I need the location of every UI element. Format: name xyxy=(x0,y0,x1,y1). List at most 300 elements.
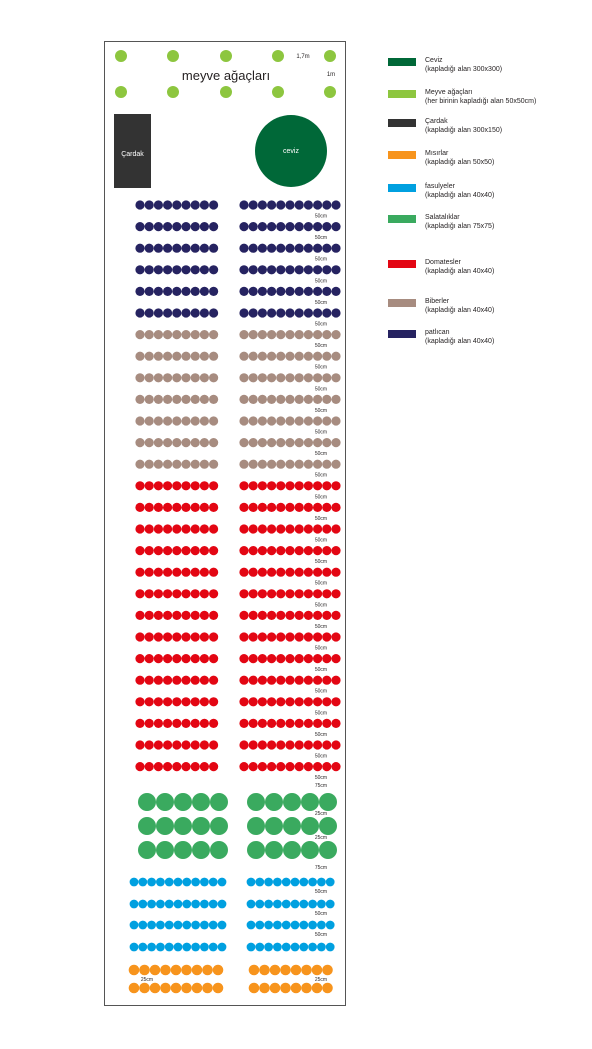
corn-plant xyxy=(249,983,260,994)
tomato-plant xyxy=(172,762,181,771)
tomato-plant xyxy=(276,611,285,620)
eggplant-plant xyxy=(267,244,276,253)
bean-plant xyxy=(138,900,147,909)
tomato-plant xyxy=(154,719,163,728)
tomato-plant xyxy=(172,503,181,512)
eggplant-plant xyxy=(154,308,163,317)
eggplant-plant xyxy=(249,200,258,209)
tomato-plant xyxy=(258,611,267,620)
pepper-plant xyxy=(322,395,331,404)
eggplant-plant xyxy=(258,200,267,209)
bean-plant xyxy=(317,900,326,909)
eggplant-plant xyxy=(239,265,248,274)
pepper-plant xyxy=(209,460,218,469)
tomato-plant xyxy=(322,589,331,598)
tomato-plant xyxy=(331,524,340,533)
tomato-plant xyxy=(322,481,331,490)
tomato-plant xyxy=(285,697,294,706)
bean-plant xyxy=(308,921,317,930)
pepper-plant xyxy=(163,395,172,404)
tomato-plant xyxy=(322,654,331,663)
tomato-plant xyxy=(200,762,209,771)
tomato-plant xyxy=(145,654,154,663)
legend-area: (her birinin kapladığı alan 50x50cm) xyxy=(425,98,537,105)
fruit-tree xyxy=(115,50,127,62)
tomato-plant xyxy=(209,589,218,598)
tomato-plant xyxy=(313,740,322,749)
pepper-plant xyxy=(276,416,285,425)
tomato-plant xyxy=(200,719,209,728)
tomato-plant xyxy=(295,503,304,512)
pepper-plant xyxy=(304,373,313,382)
pepper-plant xyxy=(249,330,258,339)
tomato-plant xyxy=(249,481,258,490)
tomato-plant xyxy=(322,719,331,728)
tomato-plant xyxy=(267,524,276,533)
eggplant-plant xyxy=(276,222,285,231)
spacing-label: 50cm xyxy=(314,429,328,436)
tomato-plant xyxy=(191,719,200,728)
tomato-plant xyxy=(209,654,218,663)
pepper-plant xyxy=(249,438,258,447)
pepper-plant xyxy=(304,460,313,469)
pepper-plant xyxy=(191,330,200,339)
tomato-plant xyxy=(322,697,331,706)
tomato-plant xyxy=(239,697,248,706)
fruit-tree xyxy=(220,50,232,62)
dimension-side-label: 1m xyxy=(326,72,336,78)
eggplant-plant xyxy=(200,244,209,253)
spacing-label: 50cm xyxy=(314,235,328,242)
tomato-plant xyxy=(276,503,285,512)
pepper-plant xyxy=(154,373,163,382)
tomato-plant xyxy=(163,568,172,577)
corn-plant xyxy=(312,965,323,976)
pepper-plant xyxy=(331,373,340,382)
pepper-plant xyxy=(267,373,276,382)
corn-plant xyxy=(249,965,260,976)
eggplant-plant xyxy=(304,287,313,296)
eggplant-plant xyxy=(285,200,294,209)
bean-plant xyxy=(147,878,156,887)
tomato-plant xyxy=(200,654,209,663)
eggplant-plant xyxy=(154,244,163,253)
eggplant-plant xyxy=(209,265,218,274)
pepper-plant xyxy=(154,460,163,469)
cucumber-plant xyxy=(174,793,192,811)
tomato-plant xyxy=(209,676,218,685)
tomato-plant xyxy=(181,676,190,685)
eggplant-plant xyxy=(267,265,276,274)
tomato-plant xyxy=(313,589,322,598)
tomato-plant xyxy=(154,611,163,620)
pepper-plant xyxy=(285,395,294,404)
tomato-plant xyxy=(267,676,276,685)
tomato-plant xyxy=(145,719,154,728)
tomato-plant xyxy=(239,503,248,512)
bean-plant xyxy=(182,943,191,952)
pepper-plant xyxy=(276,395,285,404)
pepper-plant xyxy=(322,460,331,469)
bean-plant xyxy=(299,900,308,909)
tomato-plant xyxy=(249,740,258,749)
tomato-plant xyxy=(191,568,200,577)
legend-name: patlıcan xyxy=(425,329,450,336)
pepper-plant xyxy=(135,460,144,469)
corn-plant xyxy=(270,983,281,994)
tomato-plant xyxy=(295,676,304,685)
tomato-plant xyxy=(145,697,154,706)
cucumber-plant xyxy=(192,793,210,811)
tomato-plant xyxy=(267,740,276,749)
legend-swatch xyxy=(388,90,416,98)
bean-plant xyxy=(282,900,291,909)
tomato-plant xyxy=(172,654,181,663)
tomato-plant xyxy=(331,546,340,555)
tomato-plant xyxy=(172,676,181,685)
pepper-plant xyxy=(200,438,209,447)
corn-plant xyxy=(213,965,224,976)
spacing-label: 50cm xyxy=(314,688,328,695)
pepper-plant xyxy=(209,438,218,447)
crop-rows xyxy=(129,200,341,993)
pepper-plant xyxy=(239,395,248,404)
tomato-plant xyxy=(135,524,144,533)
eggplant-plant xyxy=(267,287,276,296)
tomato-plant xyxy=(163,740,172,749)
tomato-plant xyxy=(331,481,340,490)
eggplant-plant xyxy=(313,222,322,231)
pepper-plant xyxy=(191,373,200,382)
tomato-plant xyxy=(239,762,248,771)
eggplant-plant xyxy=(285,222,294,231)
tomato-plant xyxy=(200,676,209,685)
tomato-plant xyxy=(145,546,154,555)
pepper-plant xyxy=(163,438,172,447)
tomato-plant xyxy=(209,719,218,728)
bean-plant xyxy=(209,921,218,930)
legend-area: (kapladığı alan 40x40) xyxy=(425,338,495,345)
bean-plant xyxy=(264,943,273,952)
pepper-plant xyxy=(285,438,294,447)
eggplant-plant xyxy=(209,200,218,209)
eggplant-plant xyxy=(200,222,209,231)
tomato-plant xyxy=(304,481,313,490)
cucumber-plant xyxy=(301,841,319,859)
tomato-plant xyxy=(258,546,267,555)
eggplant-plant xyxy=(163,265,172,274)
tomato-plant xyxy=(267,632,276,641)
pepper-plant xyxy=(145,395,154,404)
corn-plant xyxy=(160,965,171,976)
tomato-plant xyxy=(209,697,218,706)
eggplant-plant xyxy=(154,222,163,231)
tomato-plant xyxy=(163,654,172,663)
tomato-plant xyxy=(285,481,294,490)
cucumber-plant xyxy=(210,841,228,859)
tomato-plant xyxy=(258,740,267,749)
eggplant-plant xyxy=(258,308,267,317)
eggplant-plant xyxy=(276,200,285,209)
spacing-label: 50cm xyxy=(314,623,328,630)
bean-plant xyxy=(130,943,139,952)
tomato-plant xyxy=(295,632,304,641)
tomato-plant xyxy=(200,611,209,620)
spacing-label: 50cm xyxy=(314,213,328,220)
legend-area: (kapladığı alan 40x40) xyxy=(425,268,495,275)
bean-plant xyxy=(138,943,147,952)
fruit-tree xyxy=(167,86,179,98)
corn-plant xyxy=(259,965,270,976)
tomato-plant xyxy=(258,481,267,490)
pepper-plant xyxy=(267,352,276,361)
tomato-plant xyxy=(295,740,304,749)
bean-plant xyxy=(317,943,326,952)
bean-plant xyxy=(247,943,256,952)
tomato-plant xyxy=(331,632,340,641)
bean-plant xyxy=(326,943,335,952)
tomato-plant xyxy=(331,611,340,620)
spacing-label: 50cm xyxy=(314,911,328,917)
pepper-plant xyxy=(135,395,144,404)
tomato-plant xyxy=(209,524,218,533)
eggplant-plant xyxy=(331,287,340,296)
tomato-plant xyxy=(295,546,304,555)
tomato-plant xyxy=(285,546,294,555)
pepper-plant xyxy=(209,373,218,382)
eggplant-plant xyxy=(285,265,294,274)
spacing-label: 50cm xyxy=(314,364,328,371)
pepper-plant xyxy=(181,395,190,404)
pepper-plant xyxy=(258,395,267,404)
spacing-label: 25cm xyxy=(140,977,154,983)
eggplant-plant xyxy=(322,308,331,317)
tomato-plant xyxy=(304,589,313,598)
legend-swatch xyxy=(388,215,416,223)
pepper-plant xyxy=(322,352,331,361)
bean-plant xyxy=(165,921,174,930)
eggplant-plant xyxy=(145,200,154,209)
eggplant-plant xyxy=(331,244,340,253)
bean-plant xyxy=(291,943,300,952)
tomato-plant xyxy=(249,589,258,598)
legend-swatch xyxy=(388,299,416,307)
tomato-plant xyxy=(295,719,304,728)
eggplant-plant xyxy=(200,287,209,296)
tomato-plant xyxy=(135,632,144,641)
tomato-plant xyxy=(285,676,294,685)
tomato-plant xyxy=(249,611,258,620)
tomato-plant xyxy=(145,762,154,771)
pepper-plant xyxy=(191,416,200,425)
tomato-plant xyxy=(172,524,181,533)
pepper-plant xyxy=(304,395,313,404)
pepper-plant xyxy=(313,352,322,361)
pepper-plant xyxy=(285,352,294,361)
bean-plant xyxy=(282,878,291,887)
bean-plant xyxy=(209,878,218,887)
tomato-plant xyxy=(322,611,331,620)
pepper-plant xyxy=(331,438,340,447)
eggplant-plant xyxy=(239,287,248,296)
tomato-plant xyxy=(285,762,294,771)
eggplant-plant xyxy=(135,244,144,253)
tomato-plant xyxy=(295,697,304,706)
cucumber-plant xyxy=(265,841,283,859)
pepper-plant xyxy=(313,438,322,447)
tomato-plant xyxy=(200,546,209,555)
eggplant-plant xyxy=(145,308,154,317)
eggplant-plant xyxy=(209,308,218,317)
eggplant-plant xyxy=(172,244,181,253)
ceviz-label: ceviz xyxy=(283,148,299,155)
legend-area: (kapladığı alan 40x40) xyxy=(425,192,495,199)
pepper-plant xyxy=(249,395,258,404)
tomato-plant xyxy=(258,676,267,685)
bean-plant xyxy=(200,900,209,909)
tomato-plant xyxy=(322,503,331,512)
tomato-plant xyxy=(331,503,340,512)
corn-plant xyxy=(129,983,140,994)
pepper-plant xyxy=(154,395,163,404)
pepper-plant xyxy=(154,416,163,425)
tomato-plant xyxy=(135,719,144,728)
bean-plant xyxy=(138,878,147,887)
eggplant-plant xyxy=(258,222,267,231)
pepper-plant xyxy=(200,395,209,404)
bean-plant xyxy=(308,900,317,909)
bean-plant xyxy=(200,943,209,952)
pepper-plant xyxy=(258,352,267,361)
eggplant-plant xyxy=(172,287,181,296)
pepper-plant xyxy=(267,416,276,425)
bean-plant xyxy=(326,878,335,887)
bean-plant xyxy=(147,900,156,909)
tomato-plant xyxy=(239,654,248,663)
bean-plant xyxy=(218,943,227,952)
pepper-plant xyxy=(135,330,144,339)
tomato-plant xyxy=(163,762,172,771)
pepper-plant xyxy=(304,438,313,447)
pepper-plant xyxy=(313,460,322,469)
tomato-plant xyxy=(135,503,144,512)
cucumber-plant xyxy=(247,793,265,811)
corn-plant xyxy=(301,983,312,994)
bean-plant xyxy=(182,900,191,909)
eggplant-plant xyxy=(304,244,313,253)
pepper-plant xyxy=(267,330,276,339)
eggplant-plant xyxy=(295,308,304,317)
tomato-plant xyxy=(322,740,331,749)
bean-plant xyxy=(138,921,147,930)
pepper-plant xyxy=(154,438,163,447)
dimension-top-label: 1,7m xyxy=(296,54,310,60)
tomato-plant xyxy=(135,740,144,749)
cucumber-plant xyxy=(156,841,174,859)
eggplant-plant xyxy=(276,308,285,317)
eggplant-plant xyxy=(163,287,172,296)
cucumber-plant xyxy=(283,793,301,811)
bean-plant xyxy=(299,943,308,952)
tomato-plant xyxy=(331,697,340,706)
pepper-plant xyxy=(295,460,304,469)
eggplant-plant xyxy=(191,308,200,317)
tomato-plant xyxy=(249,654,258,663)
spacing-label: 25cm xyxy=(314,835,328,841)
pepper-plant xyxy=(145,460,154,469)
pepper-plant xyxy=(258,330,267,339)
eggplant-plant xyxy=(285,308,294,317)
corn-plant xyxy=(270,965,281,976)
tomato-plant xyxy=(285,719,294,728)
tomato-plant xyxy=(304,503,313,512)
tomato-plant xyxy=(200,503,209,512)
corn-plant xyxy=(280,965,291,976)
tomato-plant xyxy=(200,481,209,490)
pepper-plant xyxy=(172,416,181,425)
eggplant-plant xyxy=(191,222,200,231)
cucumber-plant xyxy=(192,817,210,835)
tomato-plant xyxy=(172,568,181,577)
cucumber-plant xyxy=(283,817,301,835)
pepper-plant xyxy=(276,460,285,469)
eggplant-plant xyxy=(163,222,172,231)
tomato-plant xyxy=(313,632,322,641)
eggplant-plant xyxy=(313,265,322,274)
tomato-plant xyxy=(191,546,200,555)
eggplant-plant xyxy=(267,308,276,317)
spacing-label: 25cm xyxy=(314,811,328,817)
pepper-plant xyxy=(209,416,218,425)
cucumber-plant xyxy=(174,817,192,835)
cucumber-plant xyxy=(210,817,228,835)
cucumber-plant xyxy=(319,841,337,859)
spacing-label: 50cm xyxy=(314,515,328,522)
legend-area: (kapladığı alan 50x50) xyxy=(425,159,495,166)
tomato-plant xyxy=(249,546,258,555)
pepper-plant xyxy=(181,373,190,382)
cucumber-plant xyxy=(301,817,319,835)
corn-plant xyxy=(301,965,312,976)
tomato-plant xyxy=(181,524,190,533)
eggplant-plant xyxy=(135,265,144,274)
tomato-plant xyxy=(276,740,285,749)
tomato-plant xyxy=(181,740,190,749)
pepper-plant xyxy=(181,416,190,425)
tomato-plant xyxy=(313,481,322,490)
eggplant-plant xyxy=(313,244,322,253)
corn-plant xyxy=(139,965,150,976)
fruit-tree xyxy=(324,86,336,98)
tomato-plant xyxy=(200,568,209,577)
legend-name: Çardak xyxy=(425,118,448,125)
pepper-plant xyxy=(135,352,144,361)
legend-name: Domatesler xyxy=(425,259,461,266)
eggplant-plant xyxy=(322,244,331,253)
eggplant-plant xyxy=(258,287,267,296)
tomato-plant xyxy=(135,546,144,555)
tomato-plant xyxy=(154,762,163,771)
eggplant-plant xyxy=(267,200,276,209)
spacing-label: 50cm xyxy=(314,407,328,414)
eggplant-plant xyxy=(154,287,163,296)
eggplant-plant xyxy=(200,200,209,209)
spacing-label: 50cm xyxy=(314,299,328,306)
corn-plant xyxy=(150,983,161,994)
spacing-label: 50cm xyxy=(314,386,328,393)
tomato-plant xyxy=(276,568,285,577)
tomato-plant xyxy=(258,762,267,771)
